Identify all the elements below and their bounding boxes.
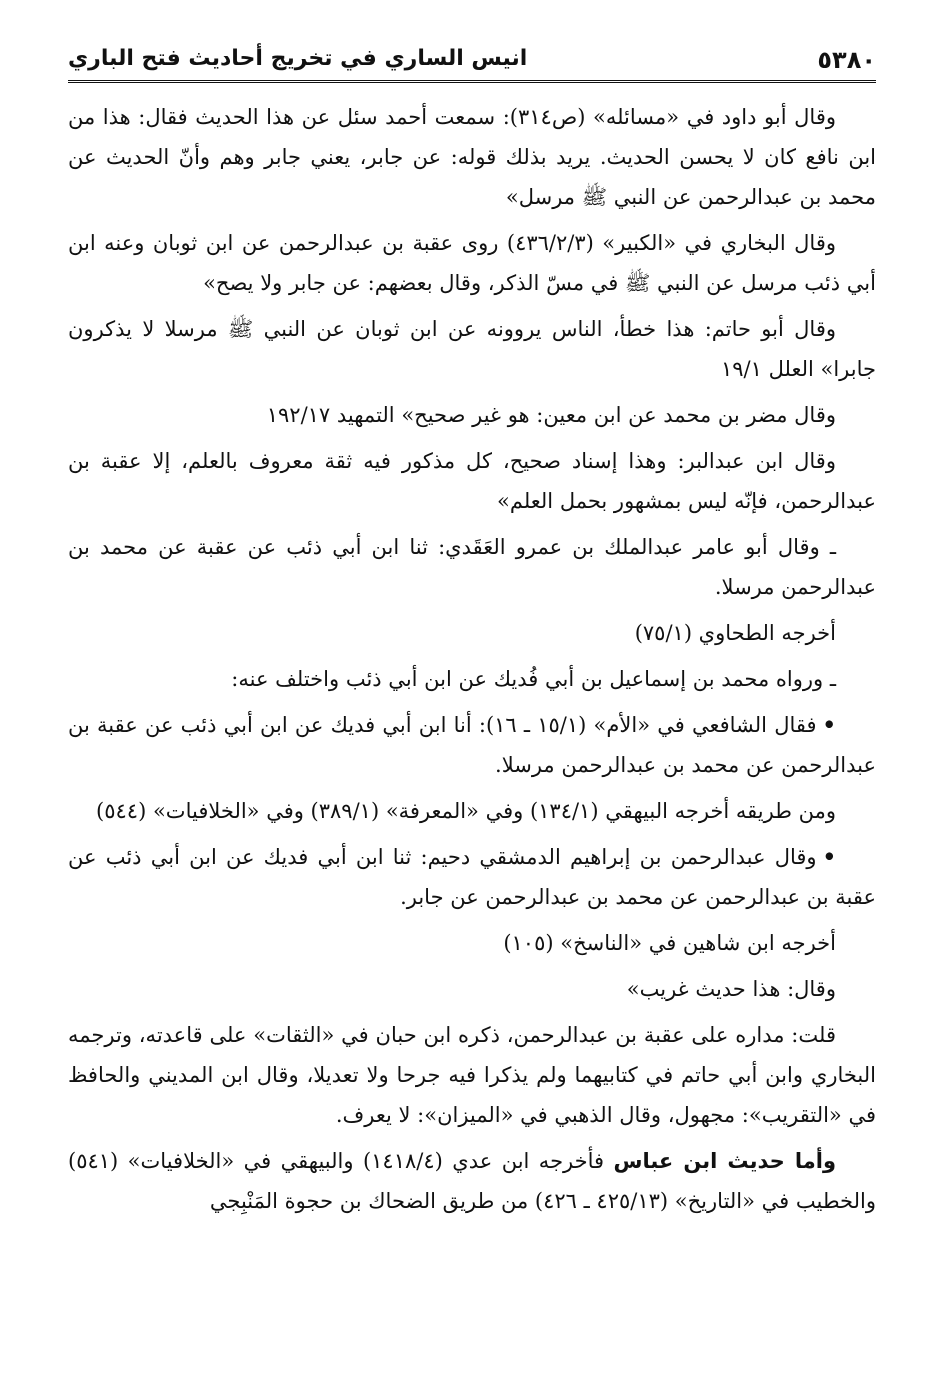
paragraph: وقال البخاري في «الكبير» (٤٣٦/٢/٣) روى عقبة بن عبدالرحمن عن ابن ثوبان وعنه ابن أبي ذئب مرسل عن النبي ﷺ في مسّ الذكر، وقال بعضهم: عن جابر ولا يصح» — [68, 231, 876, 295]
paragraph: أخرجه الطحاوي (٧٥/١) — [634, 621, 836, 645]
paragraph: وقال ابن عبدالبر: وهذا إسناد صحيح، كل مذكور فيه ثقة معروف بالعلم، إلا عقبة بن عبدالرحمن، فإنّه ليس بمشهور بحمل العلم» — [68, 449, 876, 513]
section-lead: وأما حديث ابن عباس — [613, 1149, 837, 1173]
paragraph: ومن طريقه أخرجه البيهقي (١٣٤/١) وفي «المعرفة» (٣٨٩/١) وفي «الخلافيات» (٥٤٤) — [96, 799, 836, 823]
paragraph: وقال أبو داود في «مسائله» (ص٣١٤): سمعت أحمد سئل عن هذا الحديث فقال: هذا من ابن نافع كان لا يحسن الحديث. يريد بذلك قوله: عن جابر، يعني جابر وهم وأنّ الحديث عن محمد بن عبدالرحمن عن النبي ﷺ مرسل» — [68, 105, 876, 209]
page-header — [68, 42, 876, 83]
paragraph: وقال: هذا حديث غريب» — [626, 977, 836, 1001]
bullet-marker: • — [822, 844, 836, 869]
book-page — [68, 42, 876, 1362]
paragraph: •فقال الشافعي في «الأم» (١٥/١ ـ ١٦): أنا ابن أبي فديك عن ابن أبي ذئب عن عقبة بن عبدالرحمن عن محمد بن عبدالرحمن مرسلا. — [68, 712, 876, 777]
paragraph: وأما حديث ابن عباس فأخرجه ابن عدي (١٤١٨/٤) والبيهقي في «الخلافيات» (٥٤١) والخطيب في «التاريخ» (٤٢٥/١٣ ـ ٤٢٦) من طريق الضحاك بن حجوة المَنْبِجي — [68, 1149, 876, 1213]
page-number: ٥٣٨٠ — [817, 46, 876, 74]
paragraph: ـ وقال أبو عامر عبدالملك بن عمرو العَقَدي: ثنا ابن أبي ذئب عن عقبة عن محمد بن عبدالرحمن مرسلا. — [68, 535, 876, 599]
paragraph: وقال مضر بن محمد عن ابن معين: هو غير صحيح» التمهيد ١٩٢/١٧ — [266, 403, 836, 427]
paragraph: وقال أبو حاتم: هذا خطأ، الناس يروونه عن ابن ثوبان عن النبي ﷺ مرسلا لا يذكرون جابرا» العلل ١٩/١ — [68, 317, 876, 381]
paragraph: أخرجه ابن شاهين في «الناسخ» (١٠٥) — [503, 931, 836, 955]
paragraph: •وقال عبدالرحمن بن إبراهيم الدمشقي دحيم: ثنا ابن أبي فديك عن ابن أبي ذئب عن عقبة بن عبدالرحمن عن محمد بن عبدالرحمن عن جابر. — [68, 844, 876, 909]
running-title: انيس الساري في تخريج أحاديث فتح الباري — [68, 46, 528, 71]
page-body — [68, 97, 876, 1221]
paragraph: قلت: مداره على عقبة بن عبدالرحمن، ذكره ابن حبان في «الثقات» على قاعدته، وترجمه البخاري وابن أبي حاتم في كتابيهما ولم يذكرا فيه جرحا ولا تعديلا، وقال ابن المديني والحافظ في «التقريب»: مجهول، وقال الذهبي في «الميزان»: لا يعرف. — [68, 1023, 876, 1127]
paragraph: ـ ورواه محمد بن إسماعيل بن أبي فُديك عن ابن أبي ذئب واختلف عنه: — [231, 667, 836, 691]
bullet-marker: • — [822, 712, 836, 737]
